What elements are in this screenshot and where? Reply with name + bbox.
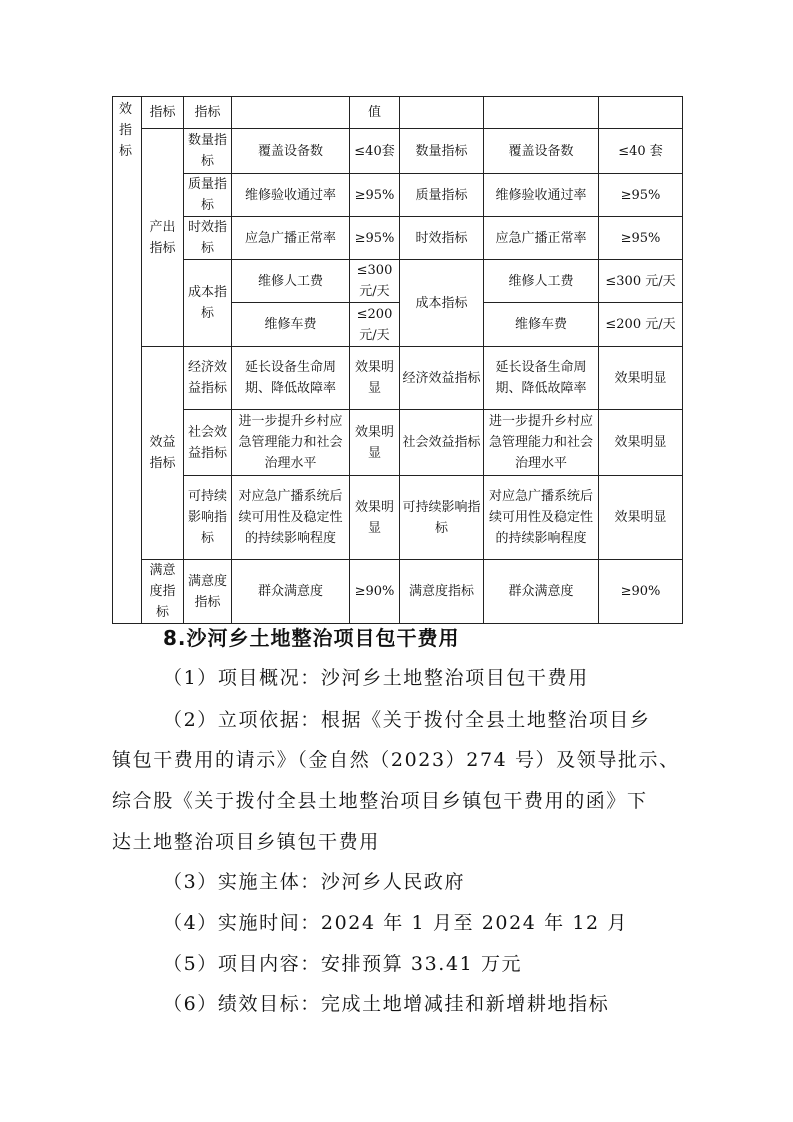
table-cell: 进一步提升乡村应急管理能力和社会治理水平 <box>232 410 350 476</box>
table-cell: ≤300元/天 <box>350 260 400 303</box>
table-cell: 效果明显 <box>599 410 683 476</box>
table-cell: 成本指标 <box>400 260 484 347</box>
paragraph-basis-line1: （2）立项依据：根据《关于拨付全县土地整治项目乡 <box>163 709 651 731</box>
table-cell: 时效指标 <box>400 217 484 260</box>
output-category-cell: 产出指标 <box>142 129 184 347</box>
table-cell: ≥95% <box>599 217 683 260</box>
paragraph-basis-line2: 镇包干费用的请示》（金自然（2023）274 号）及领导批示、 <box>112 749 680 771</box>
table-cell: ≤40套 <box>350 129 400 174</box>
table-cell: 应急广播正常率 <box>232 217 350 260</box>
table-cell: ≥95% <box>350 217 400 260</box>
paragraph-goal: （6）绩效目标：完成土地增减挂和新增耕地指标 <box>163 993 610 1015</box>
table-cell: ≥90% <box>350 560 400 624</box>
table-cell: ≥95% <box>350 174 400 217</box>
table-cell: 数量指标 <box>400 129 484 174</box>
table-cell: 满意度指标 <box>184 560 232 624</box>
table-cell: 质量指标 <box>400 174 484 217</box>
table-cell: 群众满意度 <box>484 560 599 624</box>
table-cell <box>400 97 484 129</box>
table-cell: 维修车费 <box>232 303 350 347</box>
table-cell <box>599 97 683 129</box>
table-cell: 值 <box>350 97 400 129</box>
table-cell: ≥95% <box>599 174 683 217</box>
table-cell: 社会效益指标 <box>400 410 484 476</box>
paragraph-timeframe: （4）实施时间：2024 年 1 月至 2024 年 12 月 <box>163 912 628 934</box>
table-cell: 质量指标 <box>184 174 232 217</box>
table-cell: ≥90% <box>599 560 683 624</box>
table-cell: 覆盖设备数 <box>484 129 599 174</box>
table-cell: 对应急广播系统后续可用性及稳定性的持续影响程度 <box>232 476 350 560</box>
table-cell: 效果明显 <box>599 347 683 410</box>
table-cell: 满意度指标 <box>400 560 484 624</box>
table-row <box>113 347 683 410</box>
table-cell: 延长设备生命周期、降低故障率 <box>232 347 350 410</box>
performance-indicator-table <box>112 96 683 624</box>
table-cell: 群众满意度 <box>232 560 350 624</box>
table-cell: 指标 <box>184 97 232 129</box>
table-row <box>113 410 683 476</box>
satisfaction-category-cell: 满意度指标 <box>142 560 184 624</box>
table-cell: 经济效益指标 <box>184 347 232 410</box>
table-cell: 社会效益指标 <box>184 410 232 476</box>
table-cell: 指标 <box>142 97 184 129</box>
first-level-indicator-cell: 效指标 <box>113 97 142 624</box>
table-cell: 效果明显 <box>350 410 400 476</box>
table-cell <box>484 97 599 129</box>
paragraph-overview: （1）项目概况：沙河乡土地整治项目包干费用 <box>163 667 589 689</box>
table-cell: 效果明显 <box>350 476 400 560</box>
table-cell: 效果明显 <box>350 347 400 410</box>
paragraph-basis-line3: 综合股《关于拨付全县土地整治项目乡镇包干费用的函》下 <box>112 790 648 812</box>
table-cell: 成本指标 <box>184 260 232 347</box>
table-cell: 效果明显 <box>599 476 683 560</box>
table-cell: 维修验收通过率 <box>232 174 350 217</box>
table-cell: 可持续影响指标 <box>400 476 484 560</box>
table-cell <box>232 97 350 129</box>
table-cell: 数量指标 <box>184 129 232 174</box>
table-cell: 时效指标 <box>184 217 232 260</box>
table-cell: 经济效益指标 <box>400 347 484 410</box>
table-cell: 维修车费 <box>484 303 599 347</box>
table-row <box>113 97 683 129</box>
table-cell: ≤40 套 <box>599 129 683 174</box>
table-row <box>113 476 683 560</box>
table-cell: 进一步提升乡村应急管理能力和社会治理水平 <box>484 410 599 476</box>
table-cell: ≤200 元/天 <box>599 303 683 347</box>
paragraph-basis-line4: 达土地整治项目乡镇包干费用 <box>112 831 380 853</box>
table-cell: ≤200元/天 <box>350 303 400 347</box>
table-cell: 维修验收通过率 <box>484 174 599 217</box>
table-cell: 维修人工费 <box>484 260 599 303</box>
table-row <box>113 174 683 217</box>
table-cell: ≤300 元/天 <box>599 260 683 303</box>
table-row <box>113 260 683 303</box>
section-title: 8.沙河乡土地整治项目包干费用 <box>163 626 460 650</box>
table-row <box>113 560 683 624</box>
table-row <box>113 217 683 260</box>
table-cell: 应急广播正常率 <box>484 217 599 260</box>
table-cell: 延长设备生命周期、降低故障率 <box>484 347 599 410</box>
table-cell: 覆盖设备数 <box>232 129 350 174</box>
paragraph-content: （5）项目内容：安排预算 33.41 万元 <box>163 953 523 975</box>
table-cell: 对应急广播系统后续可用性及稳定性的持续影响程度 <box>484 476 599 560</box>
table-row <box>113 129 683 174</box>
benefit-category-cell: 效益指标 <box>142 347 184 560</box>
table-cell: 可持续影响指标 <box>184 476 232 560</box>
paragraph-implementer: （3）实施主体：沙河乡人民政府 <box>163 871 466 893</box>
table-cell: 维修人工费 <box>232 260 350 303</box>
